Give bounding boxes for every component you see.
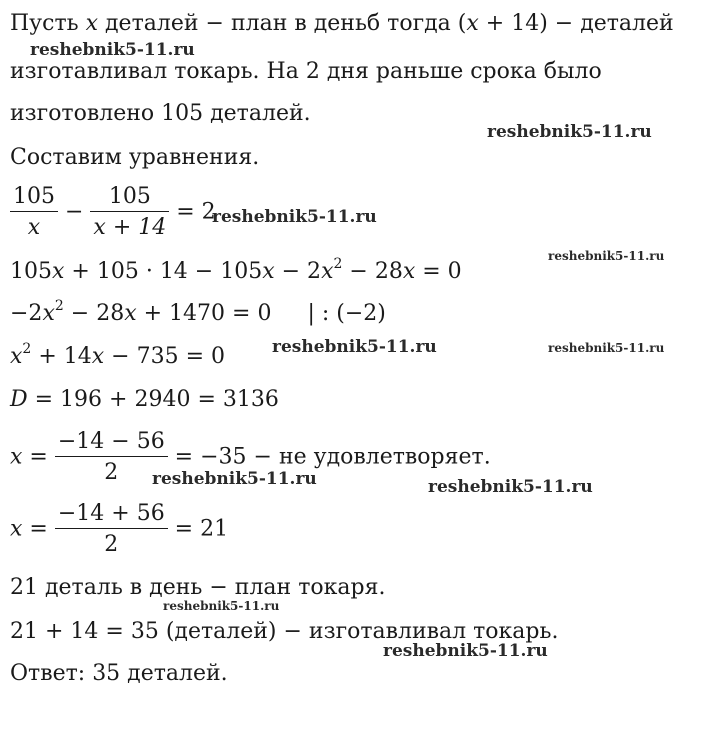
term: + 14	[31, 344, 92, 369]
text-line-9: 21 + 14 = 35 (деталей) − изготавливал токарь.	[10, 619, 559, 644]
variable-x: x	[42, 301, 55, 326]
term: 105	[10, 259, 52, 284]
variable-x: x	[10, 344, 23, 369]
exponent: 2	[22, 341, 32, 357]
watermark: reshebnik5-11.ru	[212, 207, 377, 227]
variable-x: x	[262, 259, 275, 284]
variable-x: x	[52, 259, 65, 284]
text-line-4: Составим уравнения.	[10, 145, 260, 170]
watermark: reshebnik5-11.ru	[548, 249, 665, 263]
watermark: reshebnik5-11.ru	[163, 599, 280, 613]
operator: −	[58, 199, 91, 225]
denominator: x	[10, 211, 58, 242]
text-fragment: деталей − план в деньб тогда (	[98, 11, 467, 36]
equation-1	[10, 183, 216, 242]
equation-7	[10, 500, 228, 559]
text-line-8: 21 деталь в день − план токаря.	[10, 575, 386, 600]
equation-5	[10, 386, 279, 414]
watermark: reshebnik5-11.ru	[487, 122, 652, 142]
variable-x: x	[10, 516, 23, 542]
answer-line: Ответ: 35 деталей.	[10, 661, 228, 686]
exponent: 2	[333, 256, 343, 272]
text-line-1	[10, 10, 674, 38]
numerator: −14 − 56	[57, 429, 165, 454]
text-fragment: + 14) − деталей	[478, 11, 674, 36]
watermark: reshebnik5-11.ru	[272, 337, 437, 357]
variable-x: x	[321, 259, 334, 284]
watermark: reshebnik5-11.ru	[152, 469, 317, 489]
text-line-3: изготовлено 105 деталей.	[10, 101, 311, 126]
term: − 28	[63, 301, 125, 326]
variable-d: D	[10, 387, 28, 412]
text-line-2: изготавливал токарь. На 2 дня раньше срока было	[10, 59, 602, 84]
numerator: −14 + 56	[57, 501, 165, 526]
variable-x: x	[85, 11, 99, 36]
variable-x: x	[402, 259, 416, 284]
term: + 105 · 14 − 105	[64, 259, 263, 284]
exponent: 2	[54, 298, 64, 314]
term: −2	[10, 301, 43, 326]
operator: =	[22, 444, 55, 470]
denominator: 2	[55, 456, 168, 487]
term: = 21	[167, 516, 229, 542]
fraction	[10, 183, 58, 242]
text-fragment: Пусть	[10, 11, 86, 36]
variable-x: x	[124, 301, 137, 326]
fraction	[90, 183, 169, 242]
denominator: 2	[55, 528, 168, 559]
term: + 1470 = 0	[136, 301, 272, 326]
operator: =	[22, 516, 55, 542]
equation-3	[10, 300, 386, 328]
term: = 196 + 2940 = 3136	[27, 387, 279, 412]
variable-x: x	[91, 344, 105, 369]
fraction	[55, 500, 168, 559]
division-note: | : (−2)	[307, 301, 386, 326]
variable-x: x	[466, 11, 479, 36]
denominator: x + 14	[90, 211, 169, 242]
watermark: reshebnik5-11.ru	[428, 477, 593, 497]
term: − 28	[342, 259, 403, 284]
equation-2	[10, 258, 462, 286]
equation-4	[10, 343, 225, 371]
watermark: reshebnik5-11.ru	[383, 641, 548, 661]
term: = 0	[415, 259, 462, 284]
watermark: reshebnik5-11.ru	[30, 40, 195, 60]
term: − 735 = 0	[104, 344, 226, 369]
numerator: 105	[13, 184, 55, 209]
equation-rhs: = 2	[169, 199, 216, 225]
term: = −35 − не удовлетворяет.	[167, 444, 491, 470]
watermark: reshebnik5-11.ru	[548, 341, 665, 355]
numerator: 105	[108, 184, 151, 209]
fraction	[55, 428, 168, 487]
term: − 2	[274, 259, 322, 284]
variable-x: x	[10, 444, 23, 470]
